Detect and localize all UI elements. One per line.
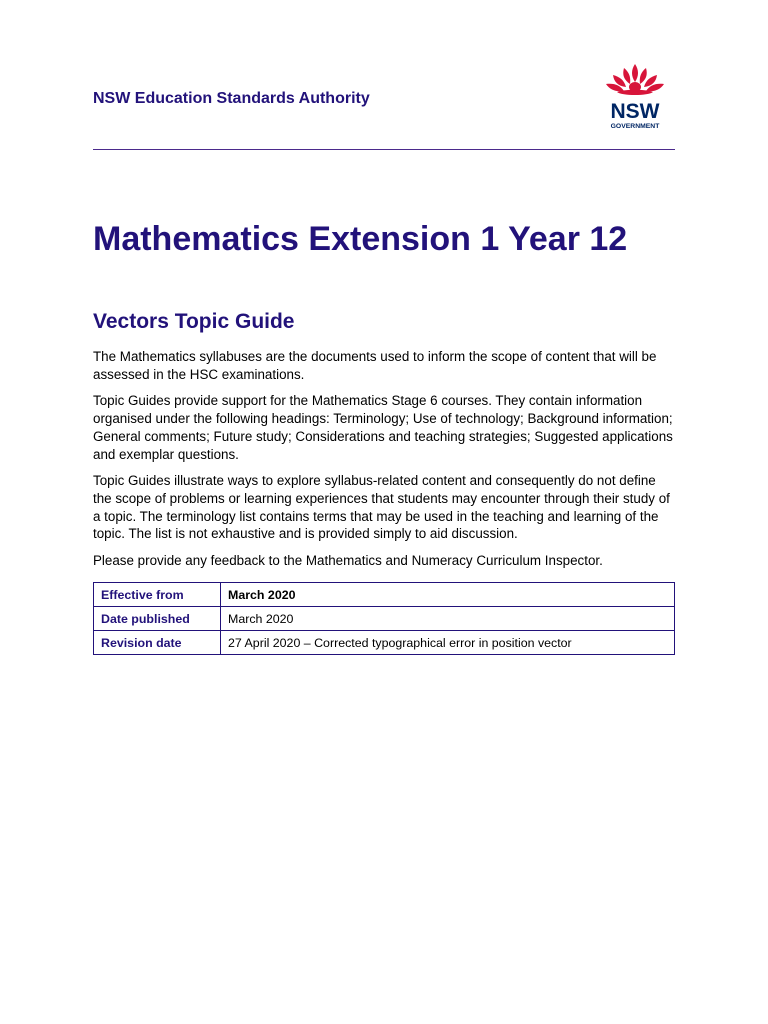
document-info-table: [93, 582, 675, 655]
effective-from-value: March 2020: [221, 583, 675, 607]
table-row: [94, 631, 675, 655]
table-row: [94, 607, 675, 631]
revision-date-value: 27 April 2020 – Corrected typographical error in position vector: [221, 631, 675, 655]
date-published-label: Date published: [94, 607, 221, 631]
paragraph: Topic Guides provide support for the Mathematics Stage 6 courses. They contain information organised under the following headings: Terminology; Use of technology; Background information; General comments; Future study; Considerations and teaching strategies; Suggested applications and exemplar questions.: [93, 393, 673, 462]
paragraph: Topic Guides illustrate ways to explore syllabus-related content and consequently do not define the scope of problems or learning experiences that students may encounter through their study of a topic. The terminology list contains terms that may be used in the teaching and learning of the topic. The list is not exhaustive and is provided simply to aid discussion.: [93, 473, 670, 542]
document-subtitle: Vectors Topic Guide: [93, 310, 295, 333]
paragraph: The Mathematics syllabuses are the documents used to inform the scope of content that will be assessed in the HSC examinations.: [93, 349, 657, 382]
revision-date-label: Revision date: [94, 631, 221, 655]
intro-text: [93, 348, 678, 579]
organisation-name: NSW Education Standards Authority: [93, 90, 370, 107]
header-divider: [93, 149, 675, 150]
table-row: [94, 583, 675, 607]
document-title: Mathematics Extension 1 Year 12: [93, 220, 628, 258]
nsw-government-logo: [600, 62, 670, 130]
effective-from-label: Effective from: [94, 583, 221, 607]
logo-government-text: GOVERNMENT: [610, 123, 660, 130]
date-published-value: March 2020: [221, 607, 675, 631]
paragraph: Please provide any feedback to the Mathematics and Numeracy Curriculum Inspector.: [93, 553, 603, 569]
waratah-flower-icon: [606, 64, 664, 95]
logo-nsw-text: NSW: [610, 100, 660, 123]
